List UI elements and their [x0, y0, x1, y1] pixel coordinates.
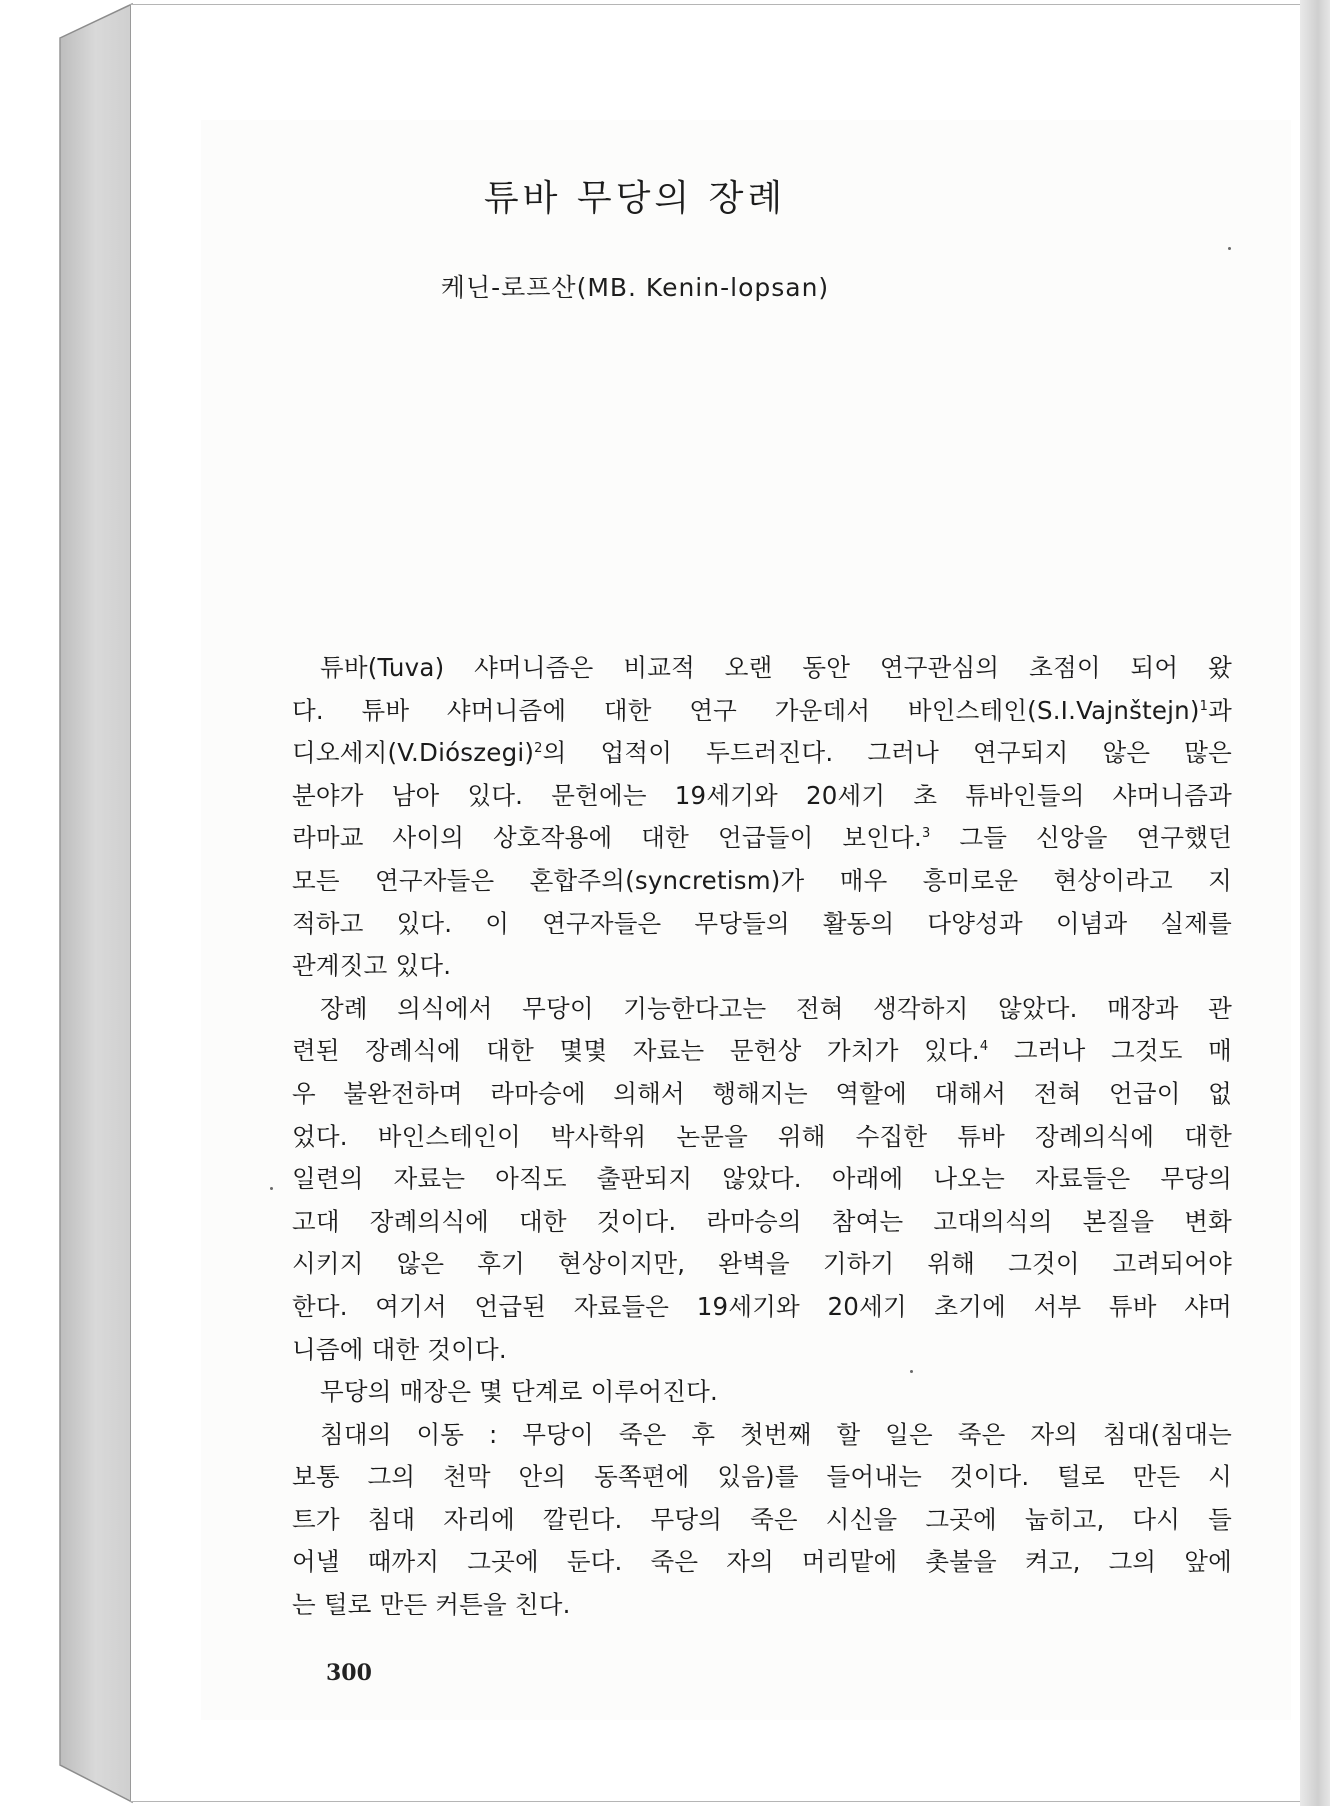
scan-speck	[910, 1370, 913, 1373]
scan-speck	[270, 1187, 273, 1190]
line-text: 적하고 있다. 이 연구자들은 무당들의 활동의 다양성과 이념과 실제를	[292, 908, 1232, 938]
text-line	[292, 1116, 1232, 1159]
article-title: 튜바 무당의 장례	[483, 178, 787, 219]
line-text-tail: 그들 신앙을 연구했던	[930, 823, 1233, 853]
text-line	[292, 817, 1232, 860]
line-text: 모든 연구자들은 혼합주의(syncretism)가 매우 흥미로운 현상이라고 지	[292, 865, 1232, 895]
text-line	[292, 1030, 1232, 1073]
text-line	[292, 988, 1232, 1031]
line-text: 장례 의식에서 무당이 기능한다고는 전혀 생각하지 않았다. 매장과 관	[320, 993, 1232, 1023]
text-line	[292, 775, 1232, 818]
line-text: 침대의 이동 : 무당이 죽은 후 첫번째 할 일은 죽은 자의 침대(침대는	[320, 1419, 1232, 1449]
line-text: 분야가 남아 있다. 문헌에는 19세기와 20세기 초 튜바인들의 샤머니즘과	[292, 780, 1232, 810]
text-line	[292, 1499, 1232, 1542]
article-author: 케닌-로프산(MB. Kenin-lopsan)	[440, 273, 830, 302]
page-number: 300	[326, 1660, 372, 1686]
text-line	[292, 690, 1232, 733]
text-line	[292, 1073, 1232, 1116]
line-text: 일련의 자료는 아직도 출판되지 않았다. 아래에 나오는 자료들은 무당의	[292, 1164, 1232, 1194]
footnote-marker: 4	[979, 1039, 989, 1055]
text-line	[292, 732, 1232, 775]
text-line	[292, 1243, 1232, 1286]
text-line	[292, 1201, 1232, 1244]
line-text-tail: 과	[1208, 695, 1232, 725]
paragraph	[292, 1414, 1232, 1627]
line-text: 관계짓고 있다.	[292, 951, 452, 981]
text-line	[292, 1414, 1232, 1457]
line-text: 우 불완전하며 라마승에 의해서 행해지는 역할에 대해서 전혀 언급이 없	[292, 1078, 1232, 1108]
paragraph	[292, 1371, 1232, 1414]
line-text-tail: 의 업적이 두드러진다. 그러나 연구되지 않은 많은	[542, 738, 1232, 768]
text-line	[292, 1329, 1232, 1372]
line-text: 라마교 사이의 상호작용에 대한 언급들이 보인다.	[292, 823, 922, 853]
footnote-marker: 1	[1199, 698, 1209, 714]
text-line	[292, 860, 1232, 903]
text-line	[292, 903, 1232, 946]
line-text: 무당의 매장은 몇 단계로 이루어진다.	[320, 1377, 718, 1407]
paragraph	[292, 988, 1232, 1371]
line-text: 어낼 때까지 그곳에 둔다. 죽은 자의 머리맡에 촛불을 켜고, 그의 앞에	[292, 1547, 1232, 1577]
line-text: 니즘에 대한 것이다.	[292, 1334, 507, 1364]
line-text: 다. 튜바 샤머니즘에 대한 연구 가운데서 바인스테인(S.I.Vajnštejn)	[292, 695, 1200, 725]
page-right-shadow	[1300, 0, 1330, 1806]
footnote-marker: 2	[534, 741, 543, 757]
text-line	[292, 1584, 1232, 1627]
text-line	[292, 1371, 1232, 1414]
line-text: 고대 장례의식에 대한 것이다. 라마승의 참여는 고대의식의 본질을 변화	[292, 1206, 1232, 1236]
line-text: 는 털로 만든 커튼을 친다.	[292, 1590, 571, 1620]
text-line	[292, 945, 1232, 988]
line-text: 한다. 여기서 언급된 자료들은 19세기와 20세기 초기에 서부 튜바 샤머	[292, 1291, 1232, 1321]
paragraph	[292, 647, 1232, 988]
footnote-marker: 3	[921, 826, 931, 842]
text-line	[292, 1456, 1232, 1499]
text-line	[292, 1158, 1232, 1201]
line-text: 었다. 바인스테인이 박사학위 논문을 위해 수집한 튜바 장례의식에 대한	[292, 1121, 1232, 1151]
text-line	[292, 1286, 1232, 1329]
text-line	[292, 1541, 1232, 1584]
line-text: 련된 장례식에 대한 몇몇 자료는 문헌상 가치가 있다.	[292, 1036, 980, 1066]
line-text-tail: 그러나 그것도 매	[988, 1036, 1232, 1066]
line-text: 튜바(Tuva) 샤머니즘은 비교적 오랜 동안 연구관심의 초점이 되어 왔	[320, 653, 1232, 682]
line-text: 시키지 않은 후기 현상이지만, 완벽을 기하기 위해 그것이 고려되어야	[292, 1249, 1232, 1279]
scan-speck	[1228, 247, 1231, 250]
article-body	[292, 647, 1232, 1627]
text-line	[292, 647, 1232, 690]
line-text: 보통 그의 천막 안의 동쪽편에 있음)를 들어내는 것이다. 털로 만든 시	[292, 1462, 1232, 1492]
line-text: 트가 침대 자리에 깔린다. 무당의 죽은 시신을 그곳에 눕히고, 다시 들	[292, 1504, 1232, 1534]
line-text: 디오세지(V.Diószegi)	[292, 738, 535, 768]
